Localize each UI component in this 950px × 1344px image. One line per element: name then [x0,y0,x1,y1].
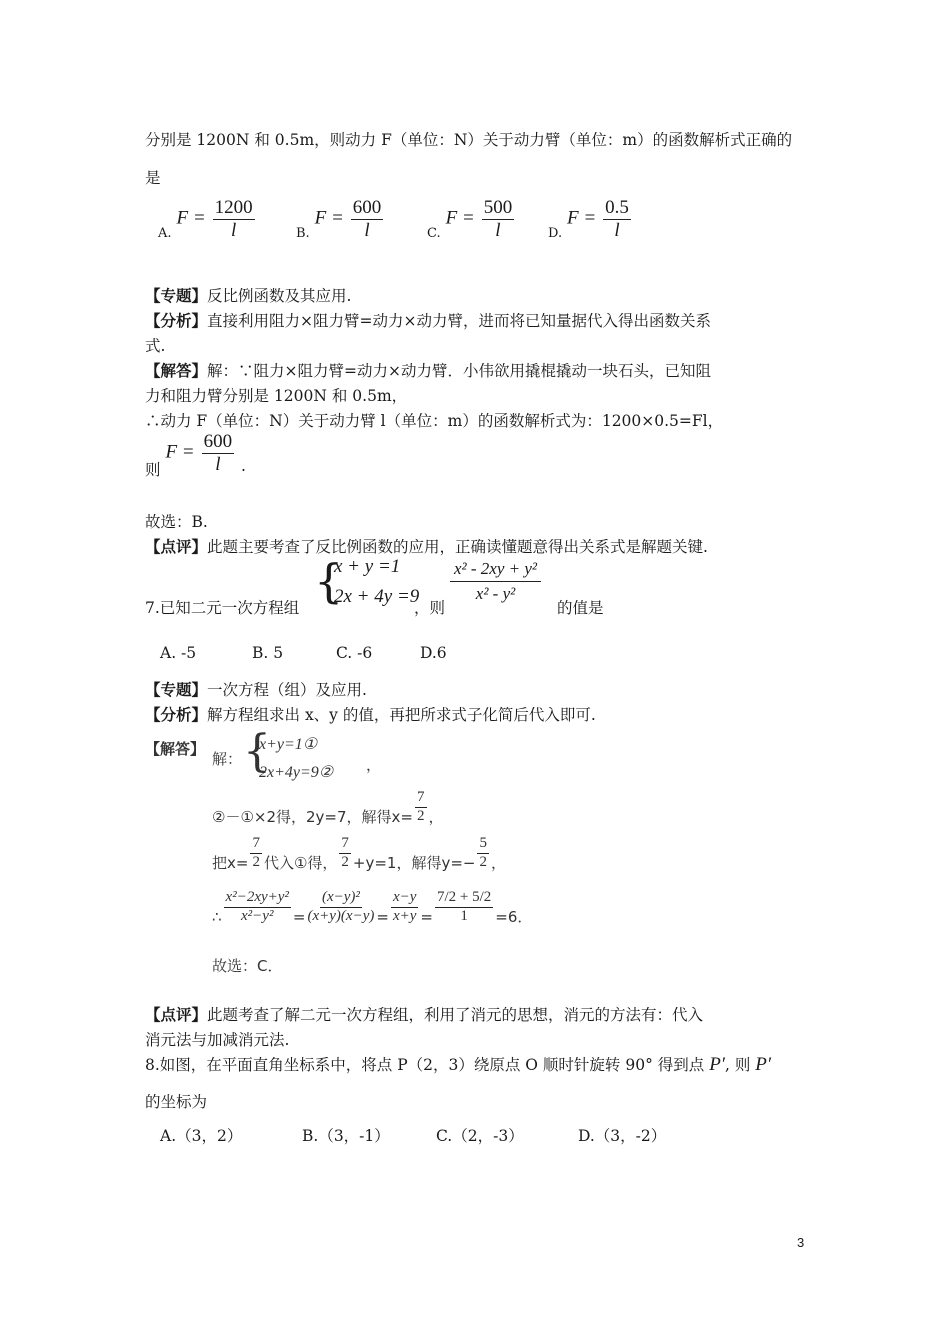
q6-analysis-cont: 式. [145,337,166,355]
answer-tag: 【解答】 [145,740,206,758]
q7-sol-eq1: x+y=1① [259,736,318,753]
answer-numerator: 600 [203,431,233,452]
brace-icon: { [243,726,271,777]
step2-den2: 2 [252,853,260,870]
answer-text: 解：∵阻力×阻力臂=动力×动力臂．小伟欲用撬棍撬动一块石头，已知阻 [207,362,711,380]
step2-den2b: 2 [341,853,349,870]
q7-analysis [145,703,596,725]
answer-denominator: l [215,453,221,475]
q7-option-c[interactable]: C. -6 [336,644,373,662]
option-denominator: l [495,219,501,241]
step3-f2-den: (x+y)(x−y) [307,907,375,924]
q6-option-b[interactable] [296,198,385,241]
q6-answer [145,359,711,381]
answer-lhs: F = [165,441,195,463]
q8-option-c[interactable]: C.（2，-3） [436,1127,524,1145]
step3-f3-num: x−y [391,890,418,908]
q8-stem-then: , 则 [724,1056,751,1074]
q7-stem-suffix: 的值是 [557,599,604,617]
option-denominator: l [614,219,620,241]
q7-sol-step3: ∴ $\frac{\text{x²−2xy+y²}}{\text{x²−y²}}$ = $\frac{\text{(x−y)²}}{(x+y)(x-y)}$ = $\frac{x-y}{x+y}$ = $\frac{7/2 + 5/2}{1}$ =6． [212,889,533,926]
comment-text: 此题主要考查了反比例函数的应用，正确读懂题意得出关系式是解题关键. [207,538,708,556]
q7-fraction [448,560,543,603]
option-numerator: 1200 [214,197,253,218]
q8-p-prime: P′ [709,1054,725,1075]
q7-denominator: x² - y² [475,583,516,603]
q6-comment [145,535,708,557]
step3-result: =6． [495,907,533,926]
intro-line-1: 分别是 1200N 和 0.5m，则动力 F（单位：N）关于动力臂（单位：m）的函数解析式正确的 [145,131,793,149]
q7-numerator: x² - 2xy + y² [450,560,541,582]
q7-sol-step2 [212,836,506,871]
step2-num7: 7 [250,836,262,854]
q7-sol-step1 [212,790,444,825]
q7-sol-jie: 解： [212,750,243,768]
option-letter: C. [427,226,441,242]
step1-text: ②－①×2得，2y=7，解得x= [212,807,413,826]
q8-stem-line-1 [145,1053,771,1076]
step1-den: 2 [417,807,425,824]
topic-text: 反比例函数及其应用. [207,287,352,305]
comment-tag: 【点评】 [145,537,208,556]
option-denominator: l [230,219,237,241]
q7-option-d[interactable]: D.6 [420,644,447,662]
option-lhs: F = [176,207,206,229]
step3-f1-den: x²−y² [241,907,274,924]
q7-comment-line-2: 消元法与加减消元法. [145,1031,290,1049]
option-letter: D. [548,226,563,242]
topic-tag: 【专题】 [145,286,208,305]
q7-stem-mid: ，则 [414,599,446,617]
topic-text: 一次方程（组）及应用. [207,681,367,699]
step3-f2-num: (x−y)² [320,890,362,908]
q7-stem-prefix: 7.已知二元一次方程组 [145,599,300,617]
analysis-text: 直接利用阻力×阻力臂=动力×动力臂，进而将已知量据代入得出函数关系 [207,312,711,330]
option-numerator: 500 [483,197,513,218]
q7-eq1: x + y =1 [334,556,401,577]
step2-num7b: 7 [339,836,351,854]
option-lhs: F = [445,207,475,229]
q7-sol-comma: ， [366,756,382,774]
q8-stem-text: 8.如图，在平面直角坐标系中，将点 P（2，3）绕原点 O 顺时针旋转 90° 得到点 [145,1056,705,1074]
option-lhs: F = [314,207,344,229]
option-denominator: l [364,219,370,241]
q8-p-prime-2: P′ [755,1054,772,1075]
q7-option-a[interactable]: A. -5 [160,644,197,662]
step2-c: +y=1，解得y=− [352,853,476,872]
step2-b: 代入①得， [263,853,338,872]
step3-f3-den: x+y [392,907,417,924]
comment-text: 此题考查了解二元一次方程组，利用了消元的思想，消元的方法有：代入 [207,1006,704,1024]
option-numerator: 600 [352,197,382,218]
analysis-tag: 【分析】 [145,311,208,330]
q7-eq2: 2x + 4y =9 [334,586,420,607]
q6-choice: 故选：B. [145,513,208,531]
q8-option-b[interactable]: B.（3，-1） [302,1127,390,1145]
answer-prefix: 则 [145,461,161,480]
q8-stem-line-2: 的坐标为 [145,1093,208,1111]
option-letter: A. [158,226,172,242]
topic-tag: 【专题】 [145,680,208,699]
q6-answer-line-2: 力和阻力臂分别是 1200N 和 0.5m， [145,387,408,405]
answer-suffix: . [241,457,246,476]
option-numerator: 0.5 [605,197,629,218]
q7-option-b[interactable]: B. 5 [252,644,284,662]
option-letter: B. [296,226,310,242]
option-lhs: F = [567,207,597,229]
q7-topic [145,678,367,700]
step2-num5: 5 [477,836,489,854]
step2-a: 把x= [212,853,249,872]
q6-answer-formula [145,431,246,480]
q7-comment [145,1003,703,1025]
q6-answer-line-3: ∴动力 F（单位：N）关于动力臂 l（单位：m）的函数解析式为：1200×0.5=Fl， [145,412,724,430]
step3-f4-num: 7/2 + 5/2 [435,890,493,908]
step3-f4-den: 1 [460,907,468,924]
q7-sol-eq2: 2x+4y=9② [259,764,334,781]
intro-line-2: 是 [145,169,161,187]
step1-end: ， [428,807,444,826]
comment-tag: 【点评】 [145,1005,208,1024]
step2-end: ， [490,853,506,872]
analysis-text: 解方程组求出 x、y 的值，再把所求式子化简后代入即可. [207,706,596,724]
q6-analysis [145,309,711,331]
q7-answer-tag [145,738,205,759]
step3-f1-num: x²−2xy+y² [224,890,291,908]
q7-sol-choice: 故选：C． [212,957,283,975]
q8-option-d[interactable]: D.（3，-2） [578,1127,667,1145]
page-number: 3 [797,1235,805,1250]
answer-tag: 【解答】 [145,361,208,380]
q6-option-d[interactable] [548,198,633,241]
analysis-tag: 【分析】 [145,705,208,724]
q6-option-c[interactable] [427,198,516,241]
q8-option-a[interactable]: A.（3，2） [160,1127,243,1145]
step1-num: 7 [415,790,427,808]
q6-option-a[interactable] [158,198,257,241]
step2-den2c: 2 [479,853,487,870]
q6-topic [145,284,351,306]
brace-icon: { [314,554,344,608]
therefore-icon: ∴ [212,907,222,926]
